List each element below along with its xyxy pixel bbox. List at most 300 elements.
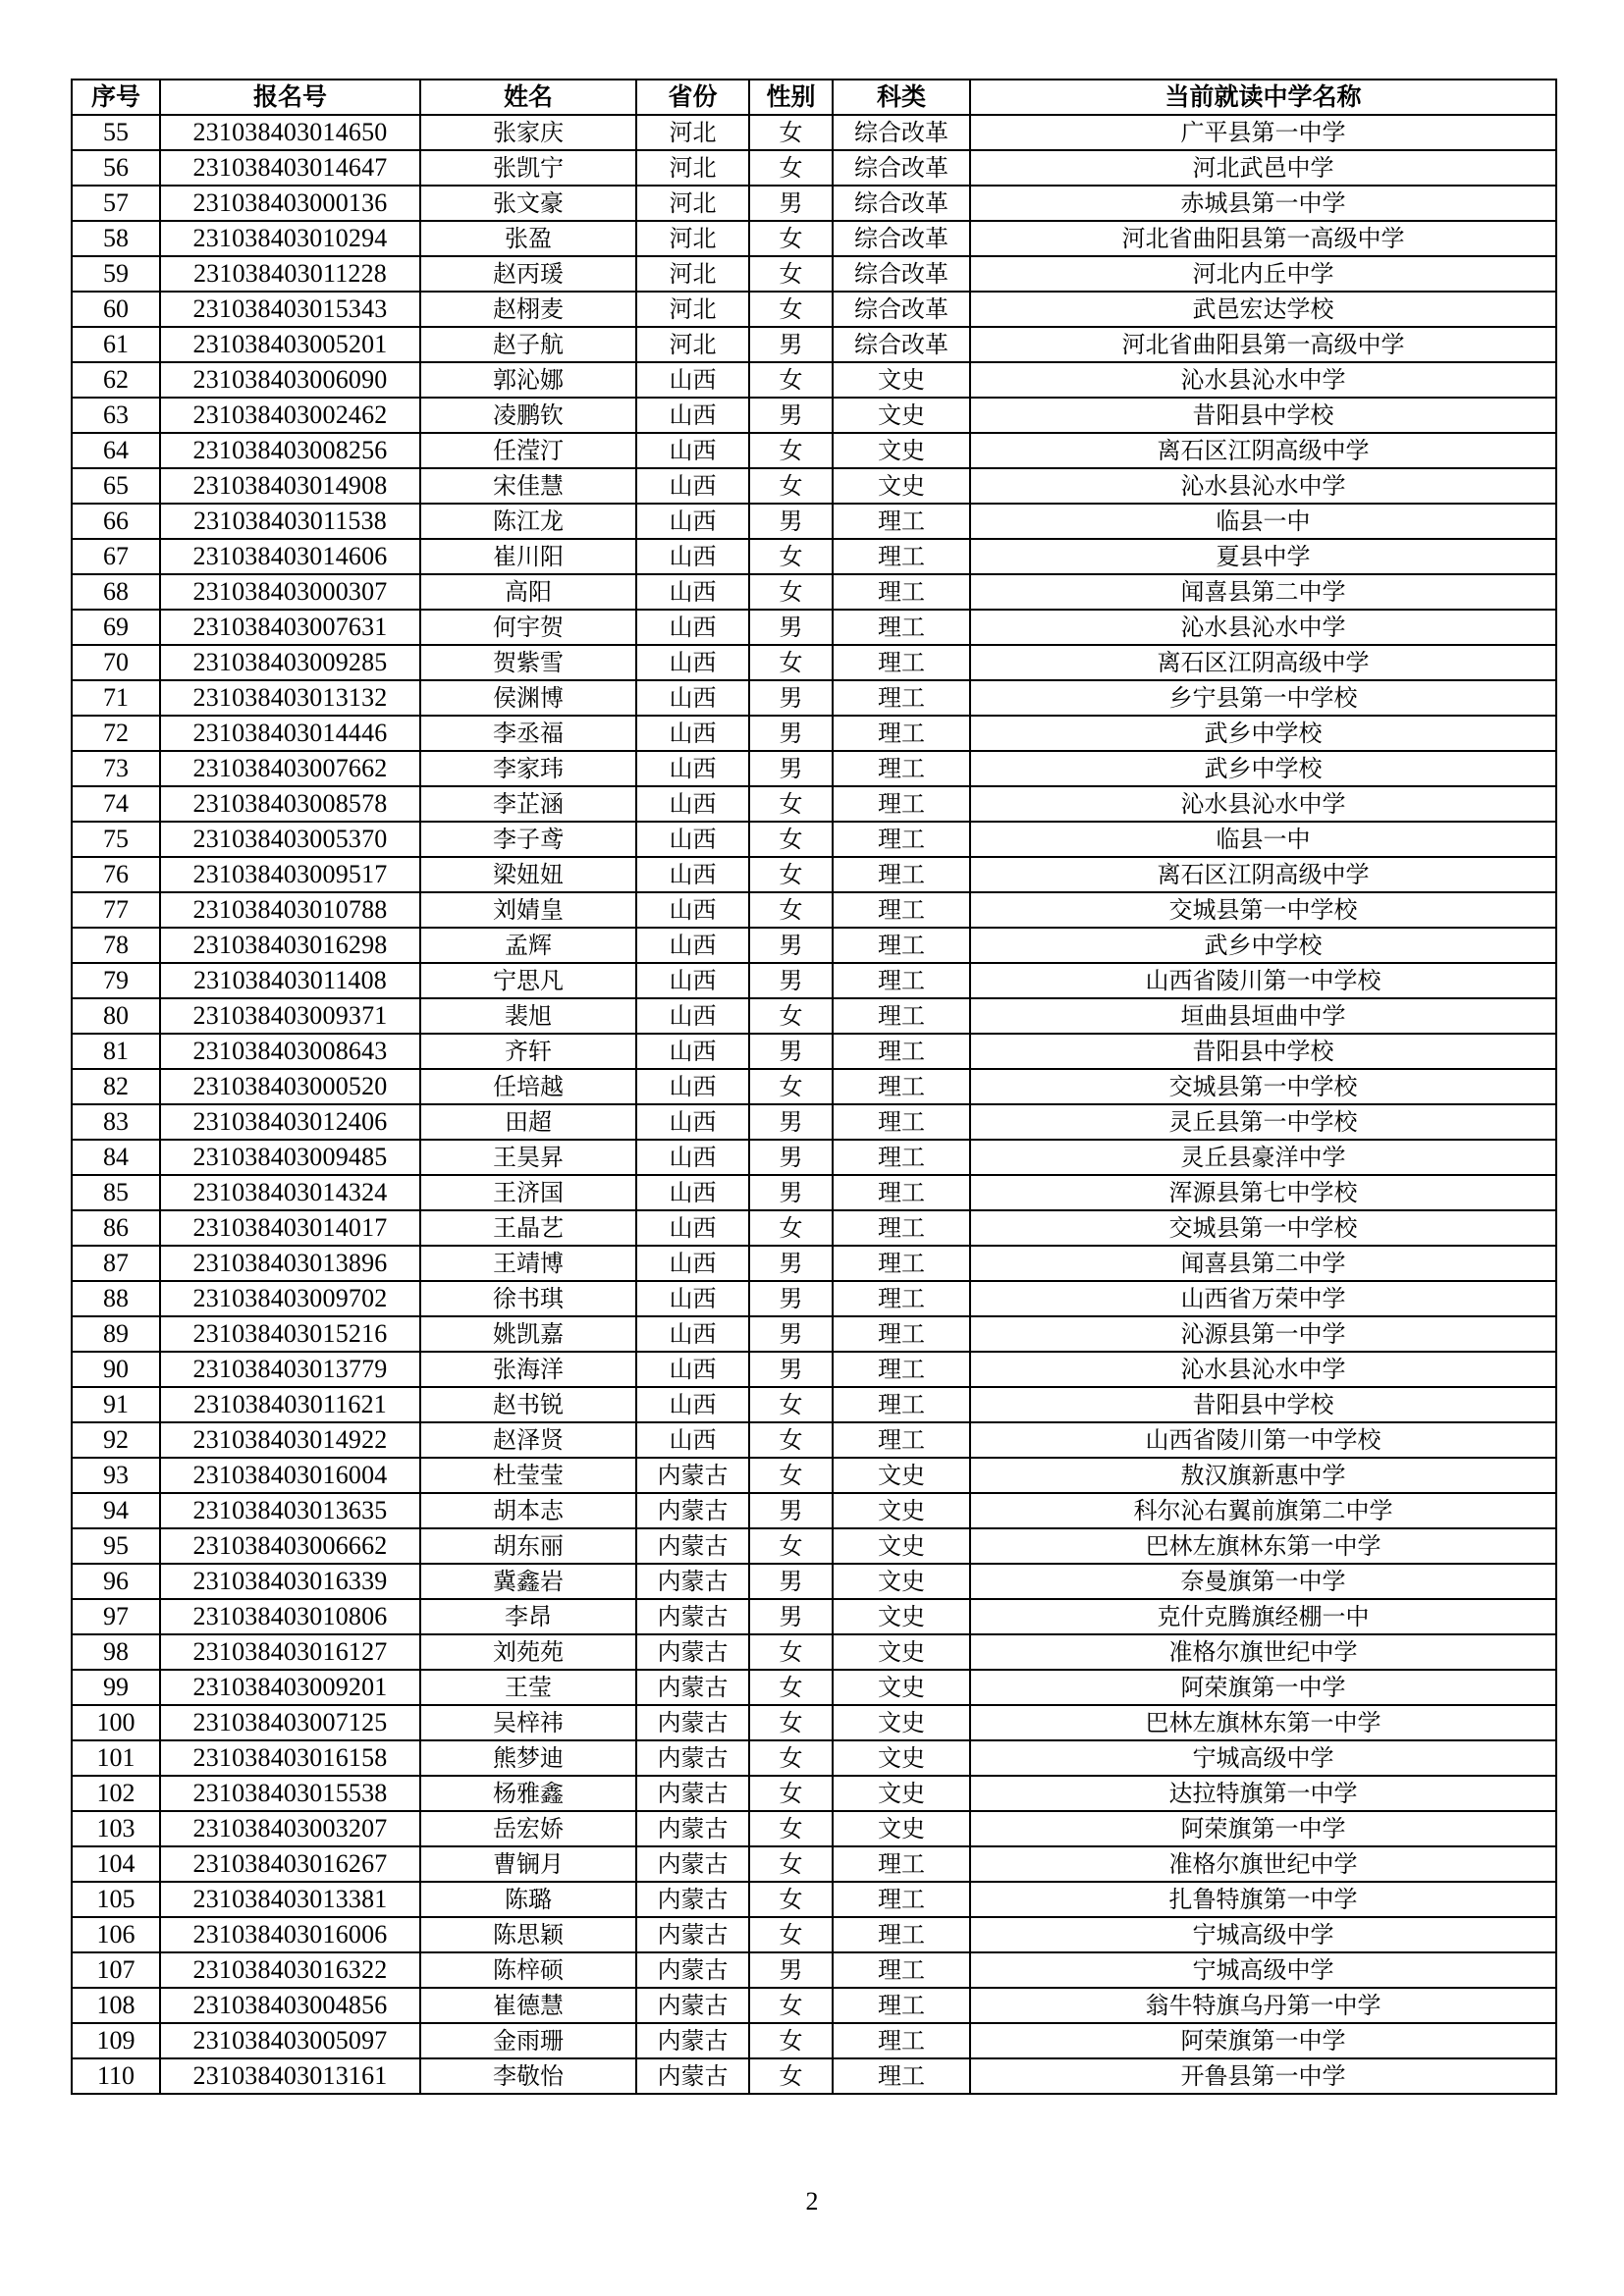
cell-school: 武乡中学校 [970, 928, 1556, 963]
cell-school: 夏县中学 [970, 539, 1556, 574]
cell-school: 达拉特旗第一中学 [970, 1776, 1556, 1811]
cell-registration-number: 231038403014650 [160, 115, 420, 150]
cell-school: 翁牛特旗乌丹第一中学 [970, 1988, 1556, 2023]
cell-gender: 女 [749, 362, 833, 398]
cell-gender: 男 [749, 186, 833, 221]
cell-registration-number: 231038403013161 [160, 2058, 420, 2094]
cell-registration-number: 231038403013381 [160, 1882, 420, 1917]
cell-registration-number: 231038403009702 [160, 1281, 420, 1316]
cell-index: 90 [72, 1352, 160, 1387]
cell-province: 内蒙古 [636, 1528, 749, 1564]
cell-index: 67 [72, 539, 160, 574]
cell-school: 阿荣旗第一中学 [970, 1811, 1556, 1846]
cell-gender: 女 [749, 786, 833, 822]
cell-subject: 理工 [833, 1422, 970, 1458]
table-row [72, 1246, 1556, 1281]
table-row [72, 645, 1556, 680]
cell-subject: 文史 [833, 362, 970, 398]
cell-subject: 理工 [833, 1175, 970, 1210]
cell-index: 77 [72, 892, 160, 928]
table-row [72, 1069, 1556, 1104]
cell-registration-number: 231038403009371 [160, 998, 420, 1034]
cell-name: 杜莹莹 [420, 1458, 636, 1493]
cell-index: 75 [72, 822, 160, 857]
cell-province: 河北 [636, 327, 749, 362]
cell-gender: 女 [749, 1776, 833, 1811]
cell-subject: 文史 [833, 1740, 970, 1776]
cell-province: 内蒙古 [636, 1811, 749, 1846]
cell-gender: 女 [749, 1988, 833, 2023]
cell-index: 87 [72, 1246, 160, 1281]
cell-gender: 男 [749, 963, 833, 998]
cell-school: 沁水县沁水中学 [970, 610, 1556, 645]
cell-province: 内蒙古 [636, 1882, 749, 1917]
cell-registration-number: 231038403016006 [160, 1917, 420, 1952]
cell-name: 任培越 [420, 1069, 636, 1104]
cell-subject: 理工 [833, 1387, 970, 1422]
cell-index: 57 [72, 186, 160, 221]
cell-subject: 理工 [833, 1846, 970, 1882]
cell-name: 侯渊博 [420, 680, 636, 716]
cell-registration-number: 231038403000307 [160, 574, 420, 610]
cell-province: 河北 [636, 115, 749, 150]
cell-subject: 理工 [833, 504, 970, 539]
cell-registration-number: 231038403016339 [160, 1564, 420, 1599]
cell-subject: 文史 [833, 398, 970, 433]
cell-name: 田超 [420, 1104, 636, 1140]
table-row [72, 751, 1556, 786]
cell-province: 山西 [636, 1246, 749, 1281]
cell-school: 临县一中 [970, 822, 1556, 857]
cell-school: 灵丘县第一中学校 [970, 1104, 1556, 1140]
cell-province: 河北 [636, 150, 749, 186]
cell-school: 闻喜县第二中学 [970, 574, 1556, 610]
table-row [72, 186, 1556, 221]
cell-name: 李昂 [420, 1599, 636, 1634]
cell-school: 临县一中 [970, 504, 1556, 539]
cell-province: 山西 [636, 963, 749, 998]
cell-subject: 综合改革 [833, 186, 970, 221]
cell-registration-number: 231038403000136 [160, 186, 420, 221]
header-gender: 性别 [749, 80, 833, 115]
cell-school: 山西省陵川第一中学校 [970, 963, 1556, 998]
cell-subject: 理工 [833, 928, 970, 963]
cell-index: 91 [72, 1387, 160, 1422]
cell-name: 吴梓祎 [420, 1705, 636, 1740]
table-row [72, 1104, 1556, 1140]
cell-index: 104 [72, 1846, 160, 1882]
cell-school: 离石区江阴高级中学 [970, 433, 1556, 468]
cell-school: 山西省万荣中学 [970, 1281, 1556, 1316]
cell-province: 山西 [636, 998, 749, 1034]
cell-index: 106 [72, 1917, 160, 1952]
cell-registration-number: 231038403016004 [160, 1458, 420, 1493]
cell-index: 86 [72, 1210, 160, 1246]
cell-registration-number: 231038403009201 [160, 1670, 420, 1705]
cell-school: 沁水县沁水中学 [970, 786, 1556, 822]
cell-name: 张凯宁 [420, 150, 636, 186]
cell-school: 离石区江阴高级中学 [970, 857, 1556, 892]
cell-index: 63 [72, 398, 160, 433]
cell-name: 赵栩麦 [420, 292, 636, 327]
cell-gender: 女 [749, 1882, 833, 1917]
cell-gender: 女 [749, 221, 833, 256]
cell-subject: 文史 [833, 1564, 970, 1599]
cell-index: 100 [72, 1705, 160, 1740]
cell-school: 开鲁县第一中学 [970, 2058, 1556, 2094]
cell-subject: 理工 [833, 2023, 970, 2058]
cell-gender: 女 [749, 998, 833, 1034]
cell-index: 110 [72, 2058, 160, 2094]
cell-gender: 女 [749, 1740, 833, 1776]
cell-name: 崔德慧 [420, 1988, 636, 2023]
cell-registration-number: 231038403008643 [160, 1034, 420, 1069]
cell-index: 79 [72, 963, 160, 998]
header-registration-number: 报名号 [160, 80, 420, 115]
cell-name: 赵子航 [420, 327, 636, 362]
cell-province: 山西 [636, 892, 749, 928]
cell-registration-number: 231038403011621 [160, 1387, 420, 1422]
cell-index: 60 [72, 292, 160, 327]
table-row [72, 1705, 1556, 1740]
cell-registration-number: 231038403014647 [160, 150, 420, 186]
cell-name: 陈梓硕 [420, 1952, 636, 1988]
cell-registration-number: 231038403011408 [160, 963, 420, 998]
cell-registration-number: 231038403006090 [160, 362, 420, 398]
cell-province: 山西 [636, 610, 749, 645]
cell-subject: 理工 [833, 574, 970, 610]
cell-province: 内蒙古 [636, 1493, 749, 1528]
cell-gender: 女 [749, 822, 833, 857]
cell-index: 94 [72, 1493, 160, 1528]
cell-subject: 理工 [833, 1316, 970, 1352]
cell-registration-number: 231038403011228 [160, 256, 420, 292]
cell-registration-number: 231038403008578 [160, 786, 420, 822]
cell-subject: 理工 [833, 1069, 970, 1104]
cell-subject: 理工 [833, 645, 970, 680]
cell-name: 何宇贺 [420, 610, 636, 645]
cell-gender: 女 [749, 892, 833, 928]
cell-registration-number: 231038403005097 [160, 2023, 420, 2058]
cell-province: 内蒙古 [636, 1705, 749, 1740]
table-row [72, 1458, 1556, 1493]
cell-gender: 女 [749, 1670, 833, 1705]
table-row [72, 857, 1556, 892]
cell-index: 81 [72, 1034, 160, 1069]
cell-subject: 文史 [833, 433, 970, 468]
cell-index: 85 [72, 1175, 160, 1210]
cell-province: 内蒙古 [636, 1740, 749, 1776]
cell-school: 武乡中学校 [970, 751, 1556, 786]
cell-school: 交城县第一中学校 [970, 892, 1556, 928]
cell-name: 宁思凡 [420, 963, 636, 998]
table-row [72, 680, 1556, 716]
cell-school: 阿荣旗第一中学 [970, 2023, 1556, 2058]
cell-province: 河北 [636, 186, 749, 221]
cell-gender: 男 [749, 1316, 833, 1352]
table-row [72, 963, 1556, 998]
table-row [72, 2023, 1556, 2058]
cell-subject: 文史 [833, 1528, 970, 1564]
table-row [72, 1316, 1556, 1352]
cell-registration-number: 231038403013635 [160, 1493, 420, 1528]
cell-province: 内蒙古 [636, 1988, 749, 2023]
cell-school: 闻喜县第二中学 [970, 1246, 1556, 1281]
cell-subject: 理工 [833, 1246, 970, 1281]
cell-province: 山西 [636, 1140, 749, 1175]
cell-school: 准格尔旗世纪中学 [970, 1634, 1556, 1670]
cell-index: 64 [72, 433, 160, 468]
cell-name: 高阳 [420, 574, 636, 610]
table-row [72, 998, 1556, 1034]
admission-roster-table [71, 79, 1557, 2095]
cell-name: 金雨珊 [420, 2023, 636, 2058]
cell-school: 交城县第一中学校 [970, 1210, 1556, 1246]
cell-subject: 理工 [833, 998, 970, 1034]
cell-index: 61 [72, 327, 160, 362]
cell-gender: 男 [749, 1599, 833, 1634]
cell-name: 岳宏娇 [420, 1811, 636, 1846]
table-row [72, 1140, 1556, 1175]
cell-index: 102 [72, 1776, 160, 1811]
table-row [72, 327, 1556, 362]
cell-school: 昔阳县中学校 [970, 1034, 1556, 1069]
cell-index: 99 [72, 1670, 160, 1705]
cell-province: 内蒙古 [636, 1846, 749, 1882]
cell-gender: 男 [749, 1175, 833, 1210]
cell-registration-number: 231038403012406 [160, 1104, 420, 1140]
table-row [72, 610, 1556, 645]
cell-gender: 女 [749, 1846, 833, 1882]
cell-province: 山西 [636, 398, 749, 433]
cell-subject: 综合改革 [833, 327, 970, 362]
cell-registration-number: 231038403006662 [160, 1528, 420, 1564]
cell-school: 河北省曲阳县第一高级中学 [970, 327, 1556, 362]
cell-gender: 男 [749, 1140, 833, 1175]
cell-school: 武邑宏达学校 [970, 292, 1556, 327]
cell-name: 冀鑫岩 [420, 1564, 636, 1599]
cell-subject: 理工 [833, 1952, 970, 1988]
table-row [72, 398, 1556, 433]
cell-province: 山西 [636, 1034, 749, 1069]
cell-school: 广平县第一中学 [970, 115, 1556, 150]
cell-school: 灵丘县豪洋中学 [970, 1140, 1556, 1175]
table-row [72, 574, 1556, 610]
cell-index: 93 [72, 1458, 160, 1493]
cell-registration-number: 231038403004856 [160, 1988, 420, 2023]
cell-index: 76 [72, 857, 160, 892]
cell-gender: 女 [749, 115, 833, 150]
table-body [72, 115, 1556, 2094]
cell-school: 河北省曲阳县第一高级中学 [970, 221, 1556, 256]
cell-province: 内蒙古 [636, 1564, 749, 1599]
cell-name: 胡东丽 [420, 1528, 636, 1564]
table-row [72, 433, 1556, 468]
cell-gender: 女 [749, 292, 833, 327]
cell-school: 准格尔旗世纪中学 [970, 1846, 1556, 1882]
cell-registration-number: 231038403000520 [160, 1069, 420, 1104]
cell-registration-number: 231038403014446 [160, 716, 420, 751]
cell-subject: 理工 [833, 1281, 970, 1316]
cell-name: 宋佳慧 [420, 468, 636, 504]
cell-subject: 理工 [833, 610, 970, 645]
cell-subject: 理工 [833, 1917, 970, 1952]
cell-index: 68 [72, 574, 160, 610]
cell-subject: 文史 [833, 1493, 970, 1528]
table-row [72, 362, 1556, 398]
cell-index: 65 [72, 468, 160, 504]
cell-index: 71 [72, 680, 160, 716]
cell-registration-number: 231038403013779 [160, 1352, 420, 1387]
table-row [72, 716, 1556, 751]
header-subject: 科类 [833, 80, 970, 115]
cell-index: 83 [72, 1104, 160, 1140]
cell-gender: 男 [749, 504, 833, 539]
cell-gender: 女 [749, 150, 833, 186]
cell-registration-number: 231038403010294 [160, 221, 420, 256]
cell-school: 离石区江阴高级中学 [970, 645, 1556, 680]
cell-school: 克什克腾旗经棚一中 [970, 1599, 1556, 1634]
cell-subject: 文史 [833, 1705, 970, 1740]
cell-name: 凌鹏钦 [420, 398, 636, 433]
table-row [72, 1882, 1556, 1917]
cell-subject: 理工 [833, 963, 970, 998]
cell-name: 李子鸢 [420, 822, 636, 857]
cell-province: 内蒙古 [636, 1776, 749, 1811]
cell-school: 垣曲县垣曲中学 [970, 998, 1556, 1034]
cell-index: 58 [72, 221, 160, 256]
cell-province: 山西 [636, 928, 749, 963]
cell-gender: 女 [749, 539, 833, 574]
cell-name: 胡本志 [420, 1493, 636, 1528]
cell-name: 陈思颖 [420, 1917, 636, 1952]
cell-name: 徐书琪 [420, 1281, 636, 1316]
table-row [72, 1740, 1556, 1776]
cell-subject: 文史 [833, 1811, 970, 1846]
cell-gender: 女 [749, 857, 833, 892]
table-row [72, 221, 1556, 256]
table-row [72, 1776, 1556, 1811]
cell-gender: 女 [749, 2023, 833, 2058]
cell-index: 92 [72, 1422, 160, 1458]
cell-registration-number: 231038403005370 [160, 822, 420, 857]
table-row [72, 1917, 1556, 1952]
cell-gender: 男 [749, 398, 833, 433]
cell-province: 内蒙古 [636, 1634, 749, 1670]
cell-name: 姚凯嘉 [420, 1316, 636, 1352]
cell-gender: 女 [749, 1811, 833, 1846]
cell-registration-number: 231038403007125 [160, 1705, 420, 1740]
cell-name: 齐轩 [420, 1034, 636, 1069]
cell-subject: 理工 [833, 1034, 970, 1069]
cell-province: 内蒙古 [636, 1952, 749, 1988]
table-row [72, 2058, 1556, 2094]
table-row [72, 1528, 1556, 1564]
cell-subject: 综合改革 [833, 292, 970, 327]
table-row [72, 1034, 1556, 1069]
cell-province: 山西 [636, 1316, 749, 1352]
header-index: 序号 [72, 80, 160, 115]
cell-province: 山西 [636, 857, 749, 892]
cell-name: 陈江龙 [420, 504, 636, 539]
cell-registration-number: 231038403013896 [160, 1246, 420, 1281]
cell-province: 内蒙古 [636, 2023, 749, 2058]
cell-registration-number: 231038403009285 [160, 645, 420, 680]
cell-subject: 文史 [833, 1458, 970, 1493]
cell-index: 98 [72, 1634, 160, 1670]
cell-index: 97 [72, 1599, 160, 1634]
cell-index: 74 [72, 786, 160, 822]
cell-school: 浑源县第七中学校 [970, 1175, 1556, 1210]
cell-province: 河北 [636, 292, 749, 327]
cell-school: 乡宁县第一中学校 [970, 680, 1556, 716]
cell-school: 武乡中学校 [970, 716, 1556, 751]
cell-province: 山西 [636, 822, 749, 857]
cell-gender: 女 [749, 574, 833, 610]
cell-subject: 理工 [833, 857, 970, 892]
table-row [72, 115, 1556, 150]
cell-registration-number: 231038403007631 [160, 610, 420, 645]
page-number: 2 [805, 2187, 819, 2216]
cell-subject: 理工 [833, 892, 970, 928]
cell-index: 78 [72, 928, 160, 963]
cell-registration-number: 231038403016158 [160, 1740, 420, 1776]
cell-province: 山西 [636, 751, 749, 786]
table-row [72, 468, 1556, 504]
cell-gender: 男 [749, 1034, 833, 1069]
cell-name: 张家庆 [420, 115, 636, 150]
table-row [72, 539, 1556, 574]
cell-name: 赵丙瑗 [420, 256, 636, 292]
cell-registration-number: 231038403014908 [160, 468, 420, 504]
cell-index: 101 [72, 1740, 160, 1776]
cell-name: 王晶艺 [420, 1210, 636, 1246]
cell-name: 裴旭 [420, 998, 636, 1034]
cell-index: 107 [72, 1952, 160, 1988]
table-row [72, 1846, 1556, 1882]
cell-registration-number: 231038403009485 [160, 1140, 420, 1175]
table-row [72, 1564, 1556, 1599]
table-row [72, 292, 1556, 327]
cell-name: 李芷涵 [420, 786, 636, 822]
cell-name: 王昊昇 [420, 1140, 636, 1175]
cell-school: 敖汉旗新惠中学 [970, 1458, 1556, 1493]
cell-index: 84 [72, 1140, 160, 1175]
header-name: 姓名 [420, 80, 636, 115]
cell-name: 李敬怡 [420, 2058, 636, 2094]
cell-gender: 男 [749, 1104, 833, 1140]
cell-registration-number: 231038403015343 [160, 292, 420, 327]
cell-school: 巴林左旗林东第一中学 [970, 1705, 1556, 1740]
table-row [72, 1811, 1556, 1846]
cell-registration-number: 231038403016127 [160, 1634, 420, 1670]
table-row [72, 928, 1556, 963]
cell-name: 李家玮 [420, 751, 636, 786]
header-row [72, 80, 1556, 115]
cell-province: 河北 [636, 256, 749, 292]
cell-subject: 综合改革 [833, 115, 970, 150]
cell-registration-number: 231038403014017 [160, 1210, 420, 1246]
cell-name: 陈璐 [420, 1882, 636, 1917]
cell-subject: 文史 [833, 1634, 970, 1670]
cell-gender: 男 [749, 1246, 833, 1281]
cell-index: 69 [72, 610, 160, 645]
cell-province: 山西 [636, 362, 749, 398]
cell-school: 山西省陵川第一中学校 [970, 1422, 1556, 1458]
cell-school: 奈曼旗第一中学 [970, 1564, 1556, 1599]
cell-index: 70 [72, 645, 160, 680]
cell-province: 山西 [636, 716, 749, 751]
